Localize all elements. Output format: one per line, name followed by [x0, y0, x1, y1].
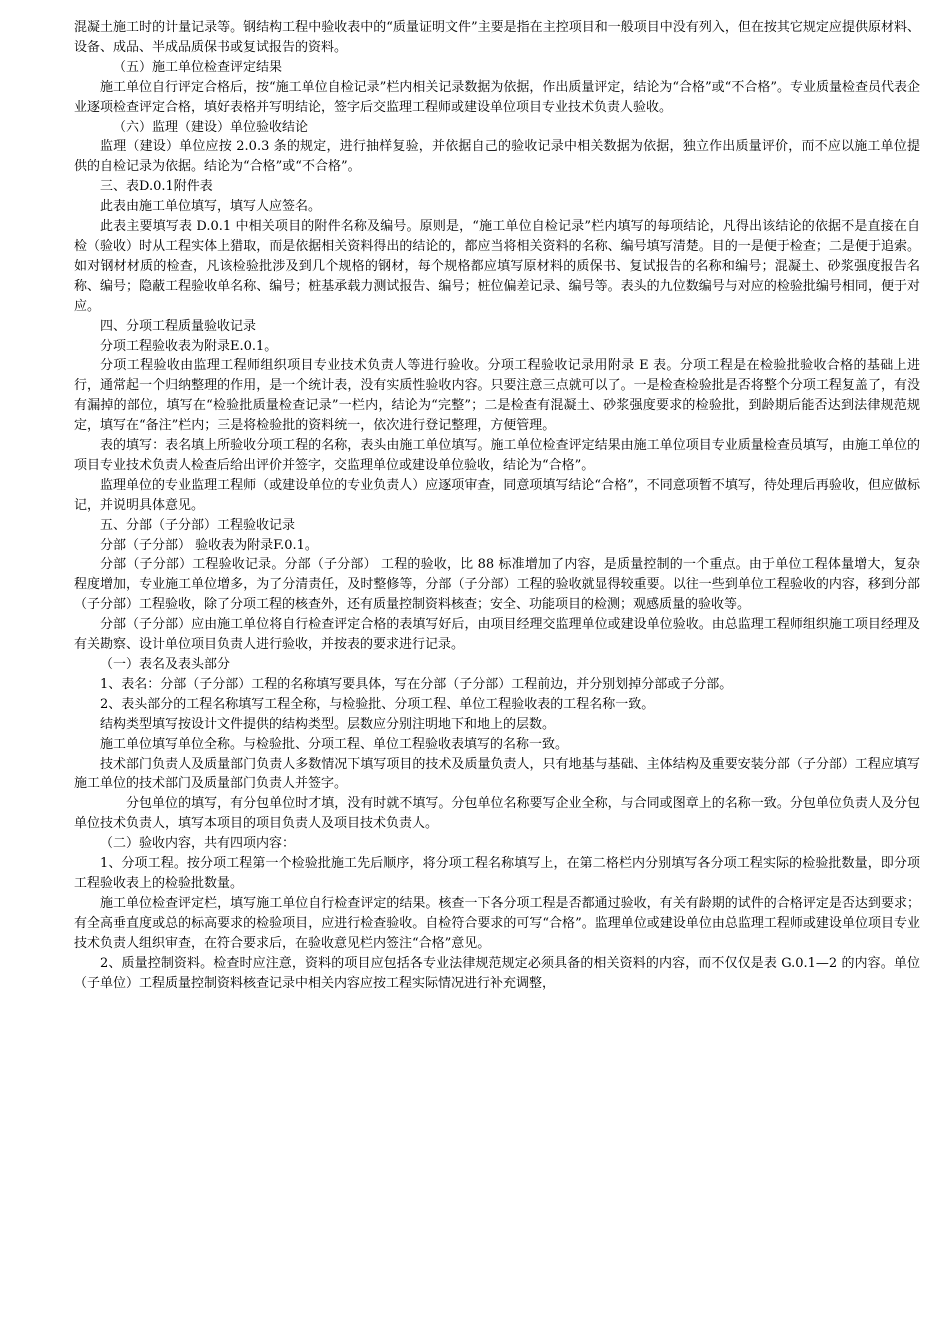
paragraph: 分项工程验收由监理工程师组织项目专业技术负责人等进行验收。分项工程验收记录用附录 E 表。分项工程是在检验批验收合格的基础上进行，通常起一个归纳整理的作用，是一个统计表，没有实质性验收内容。只要注意三点就可以了。一是检查检验批是否将整个分项工程复盖了，有没有漏掉的部位，填写在“检验批质量检查记录”一栏内，结论为“完整”；二是检查有混凝土、砂浆强度要求的检验批，到龄期后能否达到法律规范规定，填写在“备注”栏内；三是将检验批的资料统一，依次进行登记整理，方便管理。 [74, 358, 920, 434]
paragraph: 1、表名：分部（子分部）工程的名称填写要具体，写在分部（子分部）工程前边，并分别划掉分部或子分部。 [100, 676, 733, 692]
paragraph: （一）表名及表头部分 [100, 657, 231, 672]
paragraph: 分包单位的填写，有分包单位时才填，没有时就不填写。分包单位名称要写企业全称，与合同或图章上的名称一致。分包单位负责人及分包单位技术负责人，填写本项目的项目负责人及项目技术负责人。 [74, 796, 920, 832]
paragraph: 监理单位的专业监理工程师（或建设单位的专业负责人）应逐项审查，同意项填写结论“合格”，不同意项暂不填写，待处理后再验收，但应做标记，并说明具体意见。 [74, 477, 920, 513]
paragraph: 2、质量控制资料。检查时应注意，资料的项目应包括各专业法律规范规定必须具备的相关资料的内容，而不仅仅是表 G.0.1—2 的内容。单位（子单位）工程质量控制资料核查记录中相关内容应按工程实际情况进行补充调整， [74, 955, 920, 991]
paragraph: 结构类型填写按设计文件提供的结构类型。层数应分别注明地下和地上的层数。 [100, 716, 556, 732]
paragraph: （二）验收内容，共有四项内容： [100, 836, 296, 852]
paragraph: 施工单位检查评定栏，填写施工单位自行检查评定的结果。核查一下各分项工程是否都通过验收，有关有龄期的试件的合格评定是否达到要求；有全高垂直度或总的标高要求的检验项目，应进行检查验收。自检符合要求的可写“合格”。监理单位或建设单位由总监理工程师或建设单位项目专业技术负责人组织审查，在符合要求后，在验收意见栏内签注“合格”意见。 [74, 895, 920, 951]
paragraph: 五、分部（子分部）工程验收记录 [100, 517, 296, 533]
paragraph: 此表由施工单位填写，填写人应签名。 [100, 199, 322, 215]
paragraph: 监理（建设）单位应按 2.0.3 条的规定，进行抽样复验，并依据自己的验收记录中相关数据为依据，独立作出质量评价，而不应以施工单位提供的自检记录为依据。结论为“合格”或“不合格”。 [74, 139, 920, 175]
paragraph: （六）监理（建设）单位验收结论 [113, 119, 309, 135]
paragraph: 此表主要填写表 D.0.1 中相关项目的附件名称及编号。原则是，“施工单位自检记录”栏内填写的每项结论，凡得出该结论的依据不是直接在自检（验收）时从工程实体上猎取，而是依据相关资料得出的结论的，都应当将相关资料的名称、编号填写清楚。目的一是便于检查；二是便于追索。如对钢材材质的检查，凡该检验批涉及到几个规格的钢材，每个规格都应填写原材料的质保书、复试报告的名称和编号；混凝土、砂浆强度报告名称、编号；隐蔽工程验收单名称、编号；桩基承载力测试报告、编号；桩位偏差记录、编号等。表头的九位数编号与对应的检验批编号相同，便于对应。 [74, 219, 920, 314]
paragraph: 分部（子分部）工程验收记录。分部（子分部） 工程的验收，比 88 标准增加了内容，是质量控制的一个重点。由于单位工程体量增大，复杂程度增加，专业施工单位增多，为了分清责任，及时整修等，分部（子分部）工程的验收就显得较重要。以往一些到单位工程验收的内容，移到分部（子分部）工程验收，除了分项工程的核查外，还有质量控制资料核查；安全、功能项目的检测；观感质量的验收等。 [74, 557, 920, 613]
paragraph: 混凝土施工时的计量记录等。钢结构工程中验收表中的“质量证明文件”主要是指在主控项目和一般项目中没有列入，但在按其它规定应提供原材料、设备、成品、半成品质保书或复试报告的资料。 [74, 20, 920, 55]
paragraph: 表的填写：表名填上所验收分项工程的名称，表头由施工单位填写。施工单位检查评定结果由施工单位项目专业质量检查员填写，由施工单位的项目专业技术负责人检查后给出评价并签字，交监理单位或建设单位验收，结论为“合格”。 [74, 438, 920, 473]
paragraph: （五）施工单位检查评定结果 [113, 59, 283, 75]
paragraph: 2、表头部分的工程名称填写工程全称，与检验批、分项工程、单位工程验收表的工程名称一致。 [100, 696, 655, 712]
paragraph: 分部（子分部）应由施工单位将自行检查评定合格的表填写好后，由项目经理交监理单位或建设单位验收。由总监理工程师组织施工项目经理及有关勘察、设计单位项目负责人进行验收，并按表的要求进行记录。 [74, 617, 920, 653]
paragraph: 三、表D.0.1附件表 [100, 179, 213, 195]
paragraph: 施工单位自行评定合格后，按“施工单位自检记录”栏内相关记录数据为依据，作出质量评定，结论为“合格”或“不合格”。专业质量检查员代表企业逐项检查评定合格，填好表格并写明结论，签字后交监理工程师或建设单位项目专业技术负责人验收。 [74, 79, 920, 115]
paragraph: 分项工程验收表为附录E.0.1。 [100, 338, 278, 354]
paragraph: 施工单位填写单位全称。与检验批、分项工程、单位工程验收表填写的名称一致。 [100, 736, 569, 752]
paragraph: 四、分项工程质量验收记录 [100, 318, 257, 334]
paragraph: 分部（子分部） 验收表为附录F.0.1。 [100, 537, 318, 553]
paragraph: 1、分项工程。按分项工程第一个检验批施工先后顺序，将分项工程名称填写上，在第二格栏内分别填写各分项工程实际的检验批数量，即分项工程验收表上的检验批数量。 [74, 856, 920, 891]
paragraph: 技术部门负责人及质量部门负责人多数情况下填写项目的技术及质量负责人，只有地基与基础、主体结构及重要安装分部（子分部）工程应填写施工单位的技术部门及质量部门负责人并签字。 [74, 756, 920, 792]
